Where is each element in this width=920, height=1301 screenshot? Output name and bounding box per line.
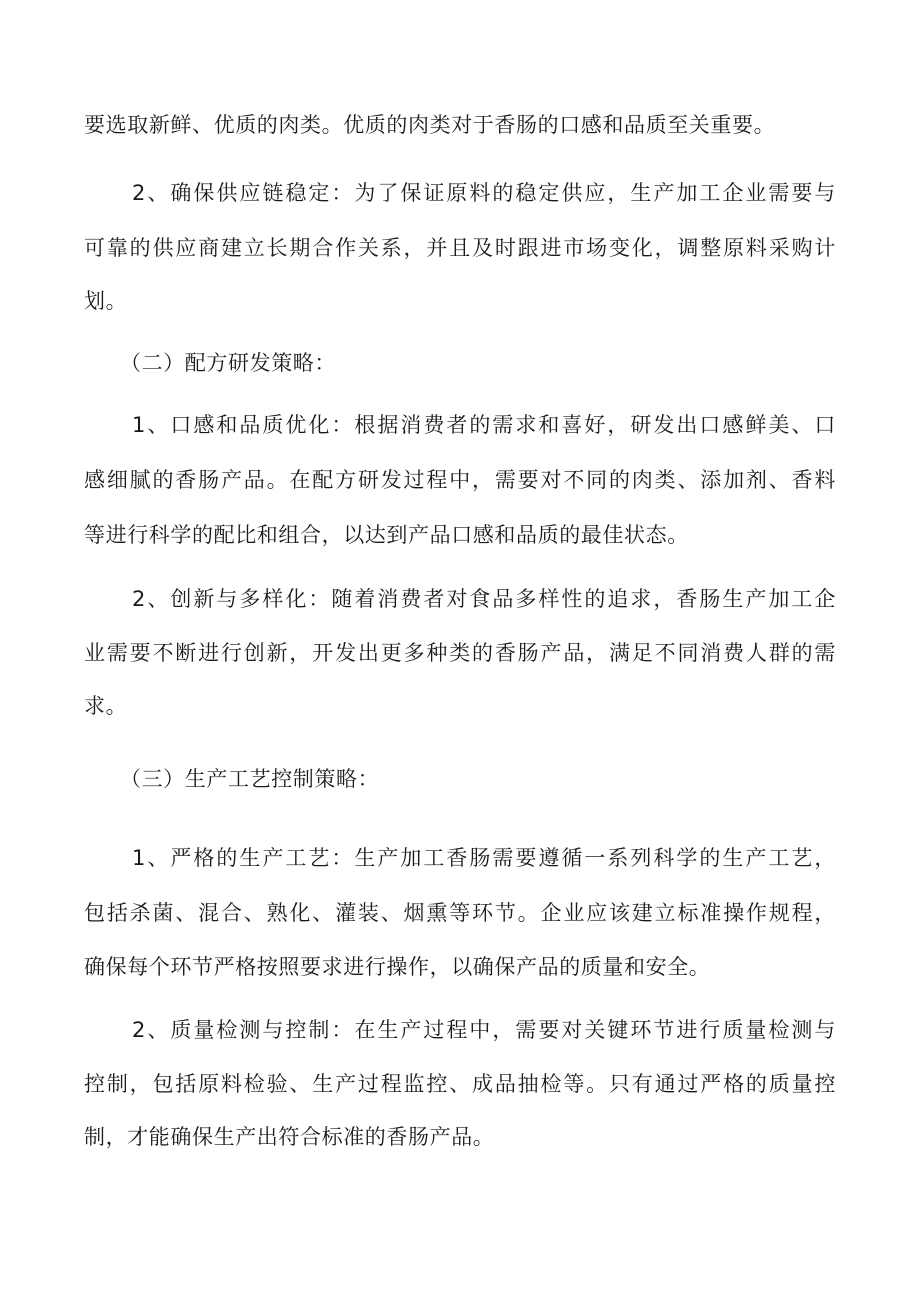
text-line: 要选取新鲜、优质的肉类。优质的肉类对于香肠的口感和品质至关重要。	[84, 113, 776, 137]
paragraph-quality-line-3: 制，才能确保生产出符合标准的香肠产品。	[84, 1125, 495, 1149]
paragraph-taste-line-3: 等进行科学的配比和组合，以达到产品口感和品质的最佳状态。	[84, 523, 689, 547]
paragraph-supply-chain-line-1: 2、确保供应链稳定：为了保证原料的稳定供应，生产加工企业需要与	[132, 181, 836, 205]
section-heading-process: （三）生产工艺控制策略：	[120, 767, 380, 791]
paragraph-supply-chain-line-3: 划。	[84, 289, 128, 313]
paragraph-quality-line-1: 2、质量检测与控制：在生产过程中，需要对关键环节进行质量检测与	[132, 1018, 836, 1042]
paragraph-supply-chain-line-2: 可靠的供应商建立长期合作关系，并且及时跟进市场变化，调整原料采购计	[84, 236, 836, 260]
paragraph-process-line-1: 1、严格的生产工艺：生产加工香肠需要遵循一系列科学的生产工艺，	[132, 846, 836, 870]
paragraph-innovation-line-3: 求。	[84, 694, 128, 718]
paragraph-taste-line-2: 感细腻的香肠产品。在配方研发过程中，需要对不同的肉类、添加剂、香料	[84, 468, 836, 492]
section-heading-formula: （二）配方研发策略：	[120, 351, 336, 375]
paragraph-quality-line-2: 控制，包括原料检验、生产过程监控、成品抽检等。只有通过严格的质量控	[84, 1072, 836, 1096]
paragraph-process-line-2: 包括杀菌、混合、熟化、灌装、烟熏等环节。企业应该建立标准操作规程，	[84, 901, 836, 925]
paragraph-taste-line-1: 1、口感和品质优化：根据消费者的需求和喜好，研发出口感鲜美、口	[132, 413, 836, 437]
paragraph-innovation-line-1: 2、创新与多样化：随着消费者对食品多样性的追求，香肠生产加工企	[132, 587, 836, 611]
paragraph-innovation-line-2: 业需要不断进行创新，开发出更多种类的香肠产品，满足不同消费人群的需	[84, 641, 836, 665]
paragraph-process-line-3: 确保每个环节严格按照要求进行操作，以确保产品的质量和安全。	[84, 955, 711, 979]
